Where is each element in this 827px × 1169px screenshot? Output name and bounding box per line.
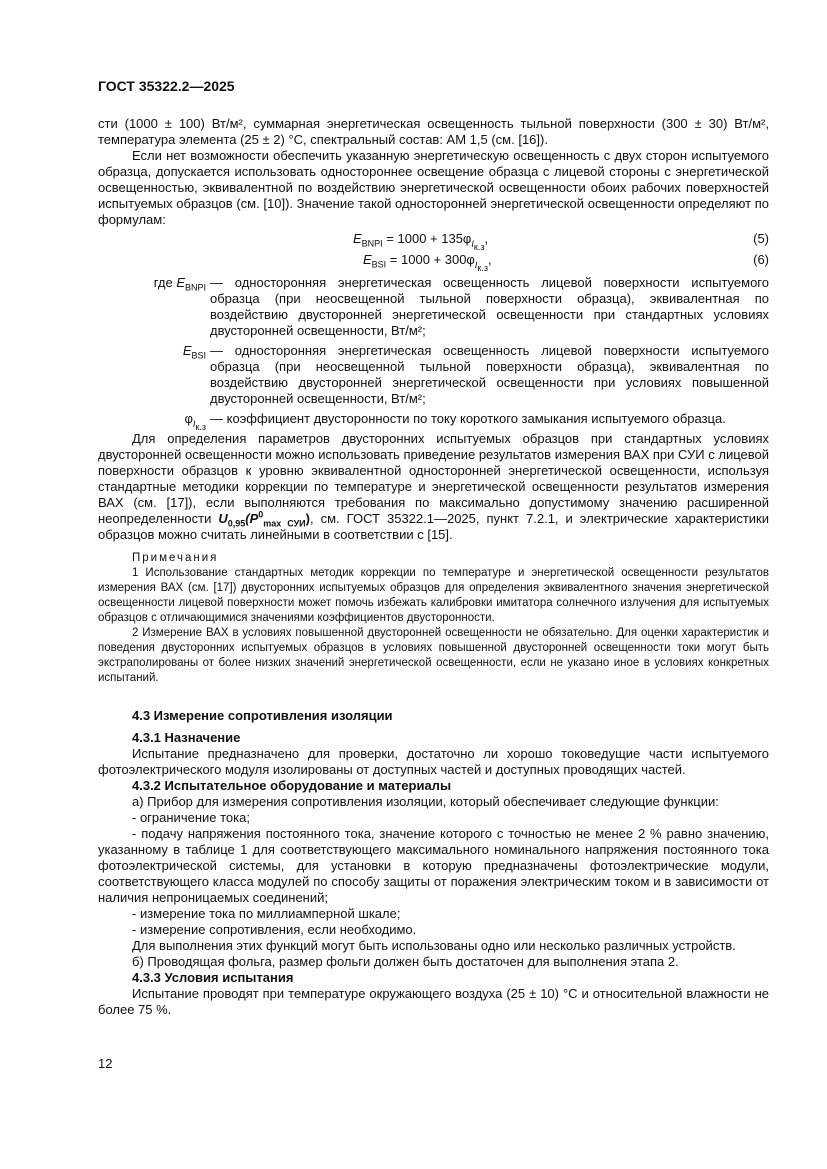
paragraph-continuation: сти (1000 ± 100) Вт/м², суммарная энергетическая освещенность тыльной поверхности (300 ± 30) Вт/м², температура элемента (25 ± 2) °С, спектральный состав: АМ 1,5 (см. [16]). bbox=[98, 116, 769, 147]
definition-phi: $\varphi_{I_{к.з}}$ — коэффициент двусторонности по току короткого замыкания испытуемого образца. bbox=[184, 411, 726, 432]
formula-6 bbox=[98, 249, 769, 273]
formula-5 bbox=[98, 228, 769, 252]
section-4-3-3-text: Испытание проводят при температуре окружающего воздуха (25 ± 10) °С и относительной влажности не более 75 %. bbox=[98, 986, 769, 1017]
section-4-3-title: 4.3 Измерение сопротивления изоляции bbox=[132, 708, 393, 723]
list-item: - измерение сопротивления, если необходимо. bbox=[132, 922, 417, 937]
formula-6-expression: $E_{BSI} = 1000 + 300\varphi_{I_{к.з}}$, bbox=[363, 252, 492, 273]
section-4-3-3-title: 4.3.3 Условия испытания bbox=[132, 970, 294, 985]
page-number: 12 bbox=[98, 1056, 113, 1071]
document-body bbox=[98, 116, 769, 1018]
list-item: - измерение тока по миллиамперной шкале; bbox=[132, 906, 401, 921]
paragraph-parameters: Для определения параметров двусторонних испытуемых образцов при стандартных условиях двусторонней освещенности можно использовать приведение результатов измерения ВАХ при СУИ с лицевой поверхности образцов к уровню эквивалентной односторонней энергетической освещенности, используя стандартные методики коррекции по температуре и энергетической освещенности результатов измерения ВАХ (см. [17]), если выполняются требования по максимально допустимому значению расширенной неопределенности $U_{0,95}(P^0_{max СУИ})$, см. ГОСТ 35322.1—2025, пункт 7.2.1, и электрические характеристики образцов можно считать линейными в соответствии с [15]. bbox=[98, 431, 770, 542]
paragraph-one-sided-illumination: Если нет возможности обеспечить указанную энергетическую освещенность с двух сторон испытуемого образца, допускается использовать одностороннее освещение образца с лицевой стороны с энергетической освещенностью, эквивалентной по воздействию энергетической освещенности обоих рабочих поверхностей испытуемых образцов (см. [10]). Значение такой односторонней энергетической освещенности определяют по формулам: bbox=[98, 148, 769, 227]
section-4-3-2-item-a: а) Прибор для измерения сопротивления изоляции, который обеспечивает следующие функции: bbox=[132, 794, 719, 809]
list-item: - ограничение тока; bbox=[132, 810, 250, 825]
document-header: ГОСТ 35322.2—2025 bbox=[98, 78, 235, 94]
definition-e-bnpi: где $E_{BNPI}$ — односторонняя энергетическая освещенность лицевой поверхности испытуемого образца (при неосвещенной тыльной поверхности образца), эквивалентная по воздействию двусторонней энергетической освещенности при стандартных условиях двусторонней освещенности, Вт/м²; bbox=[153, 275, 769, 338]
list-item: - подачу напряжения постоянного тока, значение которого с точностью не менее 2 % равно значению, указанному в таблице 1 для соответствующего максимального номинального напряжения постоянного тока фотоэлектрической системы, для установки в которую предназначены фотоэлектрические модули, соответствующего класса модулей по способу защиты от поражения электрическим током и в зависимости от наличия непроницаемых соединений; bbox=[98, 826, 769, 905]
section-4-3-1-text: Испытание предназначено для проверки, достаточно ли хорошо токоведущие части испытуемого фотоэлектрического модуля изолированы от доступных частей и доступных проводящих частей. bbox=[98, 746, 769, 777]
definition-e-bsi: $E_{BSI}$ — односторонняя энергетическая освещенность лицевой поверхности испытуемого образца (при неосвещенной тыльной поверхности образца), эквивалентная по воздействию двусторонней энергетической освещенности при условиях повышенной двусторонней освещенности, Вт/м²; bbox=[182, 343, 769, 406]
notes-block bbox=[98, 551, 769, 686]
notes-title: Примечания bbox=[132, 552, 219, 564]
formula-5-expression: $E_{BNPI} = 1000 + 135\varphi_{I_{к.з}}$, bbox=[353, 231, 489, 252]
note-2: 2 Измерение ВАХ в условиях повышенной двусторонней освещенности не обязательно. Для оценки характеристик и поведения двусторонних испытуемых образцов в условиях повышенной двусторонней освещенности токи могут быть экстраполированы от более низких значений энергетической освещенности, если не указано иное в условиях конкретных испытаний. bbox=[98, 627, 769, 684]
section-4-3-2-item-b: б) Проводящая фольга, размер фольги должен быть достаточен для выполнения этапа 2. bbox=[132, 954, 679, 969]
formula-5-number: (5) bbox=[753, 231, 769, 246]
definitions-list bbox=[98, 275, 769, 432]
formula-6-number: (6) bbox=[753, 252, 769, 267]
section-4-3-1-title: 4.3.1 Назначение bbox=[132, 730, 241, 745]
note-1: 1 Использование стандартных методик коррекции по температуре и энергетической освещенности результатов измерения ВАХ (см. [17]) двусторонних испытуемых образцов для определения эквивалентного значения энергетической освещенности лицевой поверхности может помочь избежать калибровки имитатора солнечного излучения для испытуемых образцов с отличающимися значениями коэффициентов двусторонности. bbox=[98, 567, 769, 624]
section-4-3-2-functions: Для выполнения этих функций могут быть использованы одно или несколько различных устройств. bbox=[132, 938, 736, 953]
section-4-3-2-title: 4.3.2 Испытательное оборудование и материалы bbox=[132, 778, 452, 793]
